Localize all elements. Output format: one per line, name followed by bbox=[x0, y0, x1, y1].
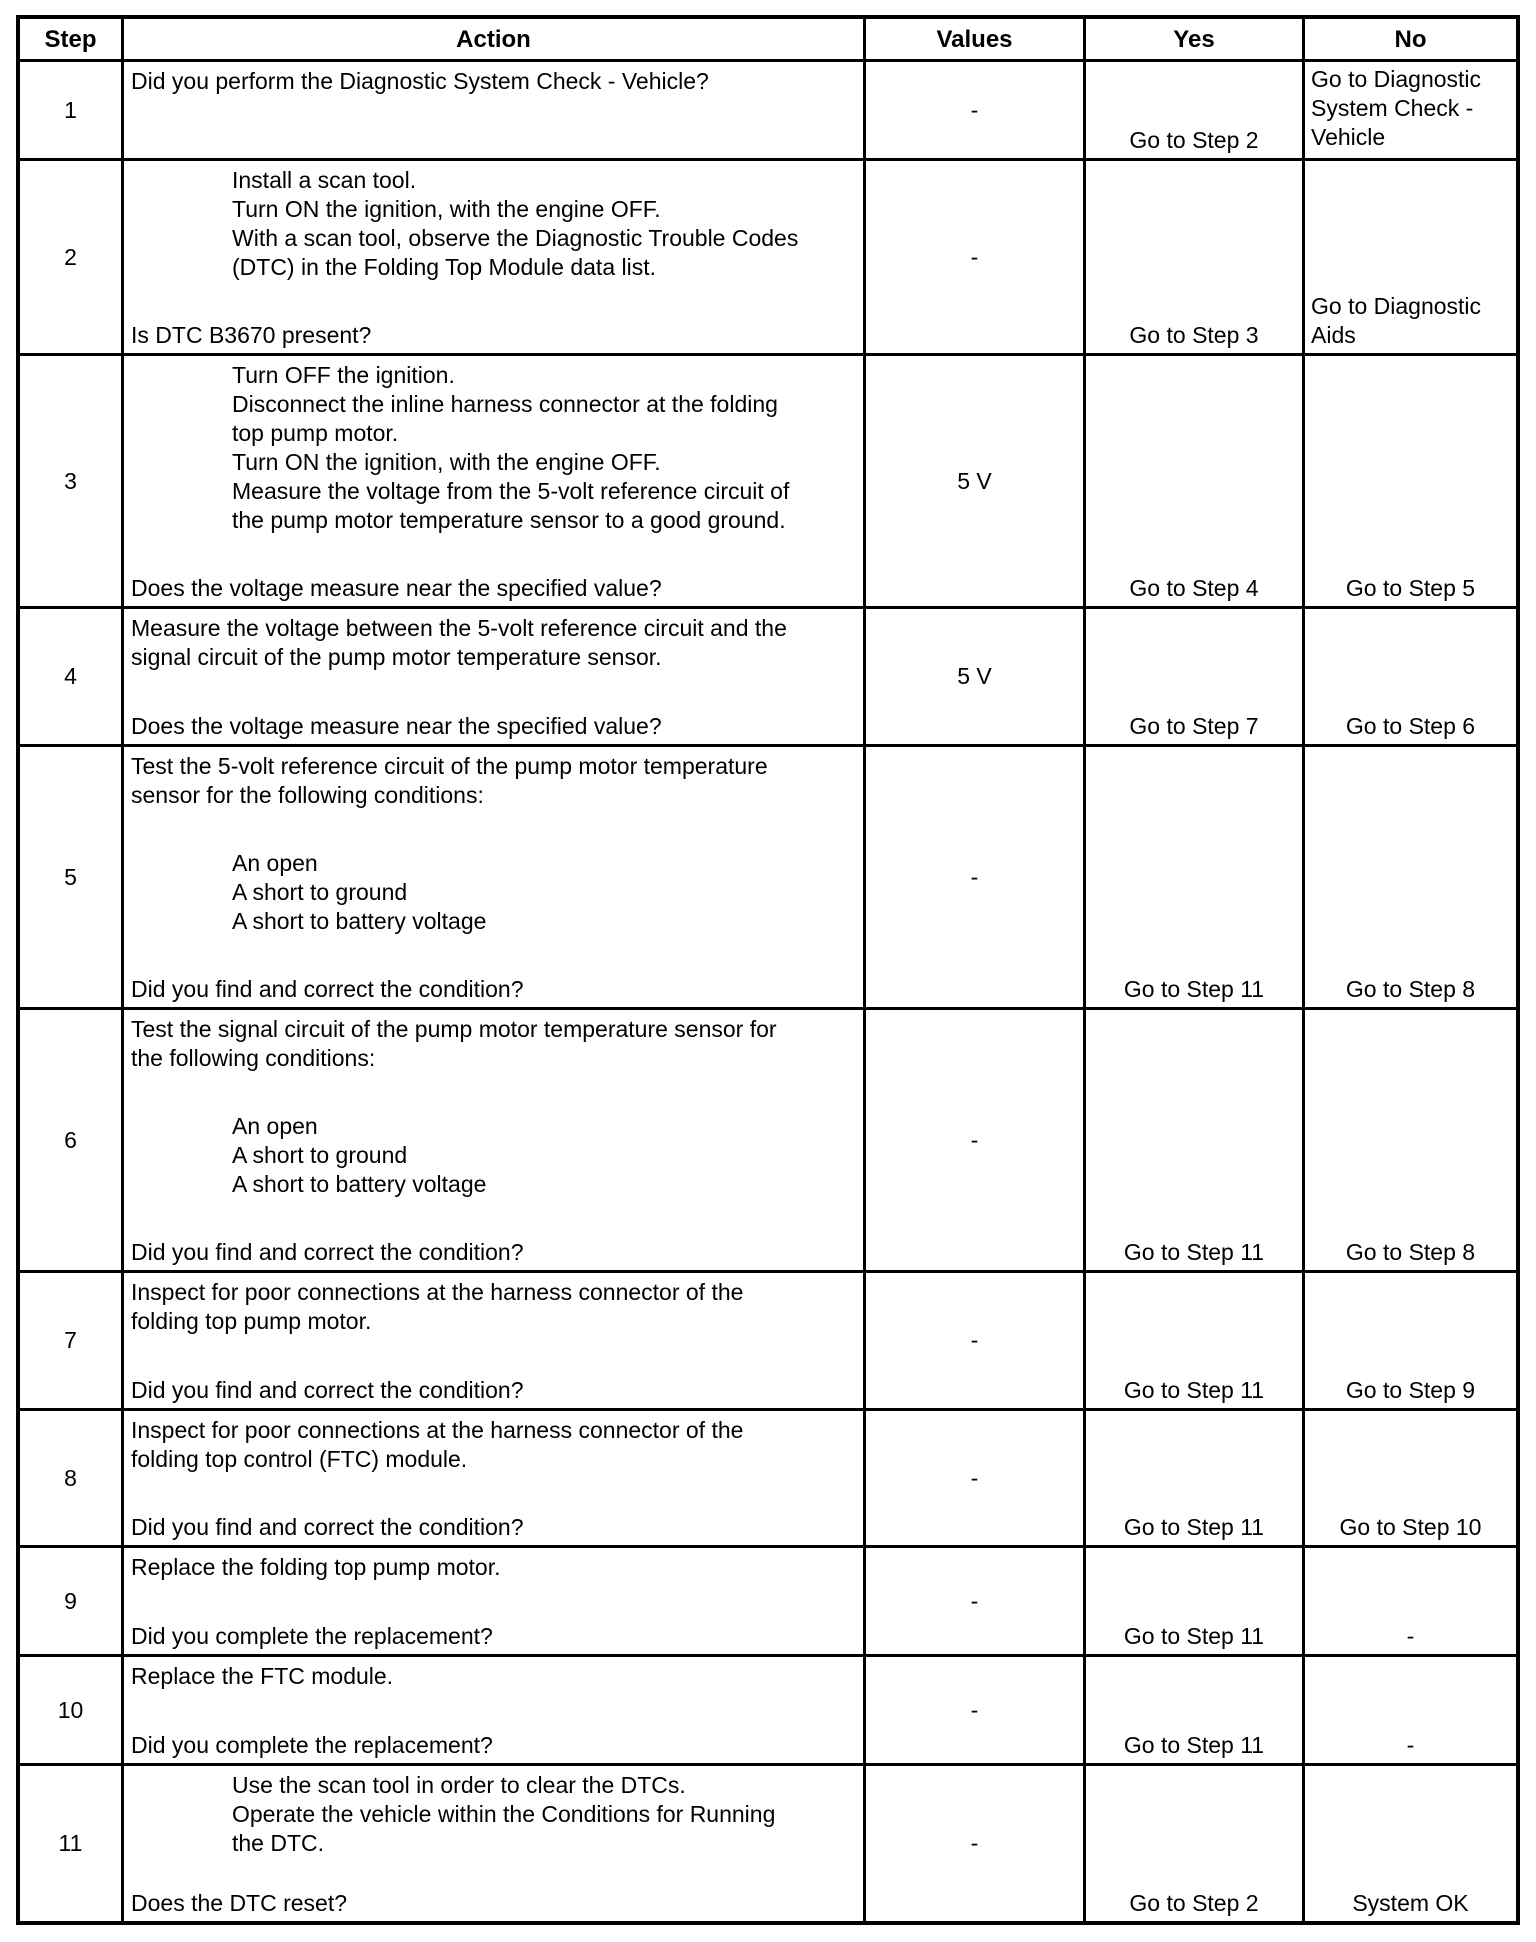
no-line: Go to Diagnostic bbox=[1311, 293, 1482, 319]
value-cell: - bbox=[863, 1766, 1083, 1921]
condition-item: An open bbox=[232, 850, 318, 876]
action-step: Turn ON the ignition, with the engine OFF. bbox=[232, 449, 661, 475]
no-cell bbox=[1302, 1411, 1516, 1545]
action-step: the DTC. bbox=[232, 1830, 325, 1856]
yes-link[interactable]: Go to Step 2 bbox=[1129, 1890, 1259, 1916]
value-cell: - bbox=[863, 62, 1083, 158]
no-link[interactable]: Go to Step 8 bbox=[1345, 1239, 1476, 1265]
yes-link[interactable]: Go to Step 11 bbox=[1123, 976, 1265, 1002]
no-cell bbox=[1302, 161, 1516, 353]
no-cell bbox=[1302, 356, 1516, 606]
action-step: With a scan tool, observe the Diagnostic Trouble Codes bbox=[232, 225, 799, 251]
action-question: Did you find and correct the condition? bbox=[131, 1377, 524, 1403]
step-number: 10 bbox=[57, 1696, 84, 1723]
yes-link[interactable]: Go to Step 4 bbox=[1129, 575, 1259, 601]
value-cell: 5 V bbox=[863, 356, 1083, 606]
action-line: Replace the FTC module. bbox=[131, 1663, 394, 1689]
no-value: - bbox=[1406, 1623, 1415, 1649]
table-row bbox=[20, 744, 1516, 1007]
action-line: Did you perform the Diagnostic System Check - Vehicle? bbox=[131, 68, 709, 94]
yes-cell bbox=[1083, 161, 1302, 353]
value-cell: - bbox=[863, 747, 1083, 1007]
action-cell bbox=[121, 62, 863, 158]
no-cell bbox=[1302, 747, 1516, 1007]
action-step: (DTC) in the Folding Top Module data list. bbox=[232, 254, 656, 280]
action-line: folding top control (FTC) module. bbox=[131, 1446, 468, 1472]
no-line: Aids bbox=[1311, 322, 1356, 348]
action-line: the following conditions: bbox=[131, 1045, 376, 1071]
action-line: Replace the folding top pump motor. bbox=[131, 1554, 501, 1580]
action-cell bbox=[121, 1657, 863, 1763]
action-step: Install a scan tool. bbox=[232, 167, 417, 193]
no-line: Go to Diagnostic bbox=[1311, 66, 1482, 92]
no-link[interactable] bbox=[1311, 292, 1514, 350]
no-cell bbox=[1302, 1548, 1516, 1654]
action-cell bbox=[121, 161, 863, 353]
action-step: Measure the voltage from the 5-volt reference circuit of bbox=[232, 478, 790, 504]
step-number: 11 bbox=[58, 1830, 83, 1856]
action-question: Did you complete the replacement? bbox=[131, 1623, 493, 1649]
table-row bbox=[20, 158, 1516, 353]
table-row bbox=[20, 1654, 1516, 1763]
action-cell bbox=[121, 747, 863, 1007]
no-link[interactable]: Go to Step 9 bbox=[1345, 1377, 1476, 1403]
step-number: 3 bbox=[64, 467, 77, 494]
yes-cell bbox=[1083, 1766, 1302, 1921]
no-cell bbox=[1302, 62, 1516, 158]
yes-cell bbox=[1083, 1010, 1302, 1270]
action-line: folding top pump motor. bbox=[131, 1308, 372, 1334]
value-cell: - bbox=[863, 161, 1083, 353]
action-line: Test the signal circuit of the pump motor temperature sensor for bbox=[131, 1016, 777, 1042]
action-cell bbox=[121, 1548, 863, 1654]
yes-cell bbox=[1083, 62, 1302, 158]
value-cell: 5 V bbox=[863, 609, 1083, 744]
yes-link[interactable]: Go to Step 11 bbox=[1123, 1239, 1265, 1265]
step-number: 4 bbox=[64, 663, 77, 689]
step-number: 1 bbox=[64, 96, 77, 123]
value-cell: - bbox=[863, 1273, 1083, 1408]
header-step: Step bbox=[44, 25, 97, 53]
yes-link[interactable]: Go to Step 3 bbox=[1129, 322, 1259, 348]
no-line: Vehicle bbox=[1311, 124, 1386, 150]
action-cell bbox=[121, 1010, 863, 1270]
action-line: Inspect for poor connections at the harness connector of the bbox=[131, 1279, 744, 1305]
step-number: 6 bbox=[64, 1126, 77, 1153]
action-step: top pump motor. bbox=[232, 420, 399, 446]
step-number: 2 bbox=[64, 243, 77, 270]
step-number: 9 bbox=[64, 1587, 77, 1614]
action-question: Did you find and correct the condition? bbox=[131, 976, 524, 1002]
action-step: Operate the vehicle within the Conditions for Running bbox=[232, 1801, 776, 1827]
action-cell bbox=[121, 1273, 863, 1408]
condition-item: A short to ground bbox=[232, 879, 408, 905]
yes-cell bbox=[1083, 1657, 1302, 1763]
action-line: Inspect for poor connections at the harness connector of the bbox=[131, 1417, 744, 1443]
header-action: Action bbox=[121, 19, 863, 59]
yes-cell bbox=[1083, 609, 1302, 744]
no-cell bbox=[1302, 1766, 1516, 1921]
action-step: Turn OFF the ignition. bbox=[232, 362, 455, 388]
action-question: Does the DTC reset? bbox=[131, 1890, 348, 1916]
no-link[interactable]: Go to Step 5 bbox=[1345, 575, 1476, 601]
no-cell bbox=[1302, 1010, 1516, 1270]
yes-link[interactable]: Go to Step 11 bbox=[1123, 1514, 1265, 1540]
no-line: System Check - bbox=[1311, 95, 1474, 121]
table-row bbox=[20, 59, 1516, 158]
yes-cell bbox=[1083, 1411, 1302, 1545]
table-row bbox=[20, 353, 1516, 606]
action-cell bbox=[121, 356, 863, 606]
yes-cell bbox=[1083, 1273, 1302, 1408]
diagnostic-table bbox=[16, 15, 1520, 1925]
no-link[interactable]: Go to Step 10 bbox=[1339, 1514, 1482, 1540]
action-cell bbox=[121, 609, 863, 744]
yes-link[interactable]: Go to Step 2 bbox=[1129, 127, 1259, 153]
action-line: Measure the voltage between the 5-volt reference circuit and the bbox=[131, 615, 787, 641]
value-cell: - bbox=[863, 1411, 1083, 1545]
action-cell bbox=[121, 1766, 863, 1921]
action-line: sensor for the following conditions: bbox=[131, 782, 484, 808]
condition-item: An open bbox=[232, 1113, 318, 1139]
condition-item: A short to battery voltage bbox=[232, 1171, 487, 1197]
action-step: Use the scan tool in order to clear the DTCs. bbox=[232, 1772, 686, 1798]
value-cell: - bbox=[863, 1548, 1083, 1654]
table-row bbox=[20, 606, 1516, 744]
condition-item: A short to ground bbox=[232, 1142, 408, 1168]
header-yes: Yes bbox=[1083, 19, 1302, 59]
step-number: 5 bbox=[64, 863, 77, 890]
no-cell bbox=[1302, 1657, 1516, 1763]
action-step: Disconnect the inline harness connector at the folding bbox=[232, 391, 778, 417]
no-cell bbox=[1302, 1273, 1516, 1408]
table-row bbox=[20, 1007, 1516, 1270]
table-row bbox=[20, 1408, 1516, 1545]
action-line: Test the 5-volt reference circuit of the pump motor temperature bbox=[131, 753, 768, 779]
action-step: Turn ON the ignition, with the engine OFF. bbox=[232, 196, 661, 222]
table-row bbox=[20, 1545, 1516, 1654]
action-question: Does the voltage measure near the specified value? bbox=[131, 575, 662, 601]
no-cell bbox=[1302, 609, 1516, 744]
action-line: signal circuit of the pump motor temperature sensor. bbox=[131, 644, 662, 670]
no-link[interactable] bbox=[1311, 65, 1514, 152]
table-row bbox=[20, 1270, 1516, 1408]
yes-link[interactable]: Go to Step 11 bbox=[1123, 1623, 1265, 1649]
value-cell: - bbox=[863, 1010, 1083, 1270]
yes-link[interactable]: Go to Step 7 bbox=[1129, 713, 1259, 739]
action-question: Did you find and correct the condition? bbox=[131, 1514, 524, 1540]
yes-cell bbox=[1083, 1548, 1302, 1654]
step-number: 7 bbox=[64, 1327, 77, 1353]
action-question: Does the voltage measure near the specified value? bbox=[131, 713, 662, 739]
action-question: Did you find and correct the condition? bbox=[131, 1239, 524, 1265]
value-cell: - bbox=[863, 1657, 1083, 1763]
header-no: No bbox=[1302, 19, 1516, 59]
no-link[interactable]: Go to Step 6 bbox=[1345, 713, 1476, 739]
action-step: the pump motor temperature sensor to a good ground. bbox=[232, 507, 786, 533]
yes-link[interactable]: Go to Step 11 bbox=[1123, 1732, 1265, 1758]
header-row bbox=[20, 19, 1516, 59]
yes-cell bbox=[1083, 356, 1302, 606]
no-value: System OK bbox=[1352, 1890, 1469, 1916]
step-number: 8 bbox=[64, 1464, 77, 1491]
header-values: Values bbox=[863, 19, 1083, 59]
yes-link[interactable]: Go to Step 11 bbox=[1123, 1377, 1265, 1403]
no-link[interactable]: Go to Step 8 bbox=[1345, 976, 1476, 1002]
action-question: Is DTC B3670 present? bbox=[131, 322, 372, 348]
action-cell bbox=[121, 1411, 863, 1545]
condition-item: A short to battery voltage bbox=[232, 908, 487, 934]
no-value: - bbox=[1406, 1732, 1415, 1758]
action-question: Did you complete the replacement? bbox=[131, 1732, 493, 1758]
yes-cell bbox=[1083, 747, 1302, 1007]
table-row bbox=[20, 1763, 1516, 1921]
